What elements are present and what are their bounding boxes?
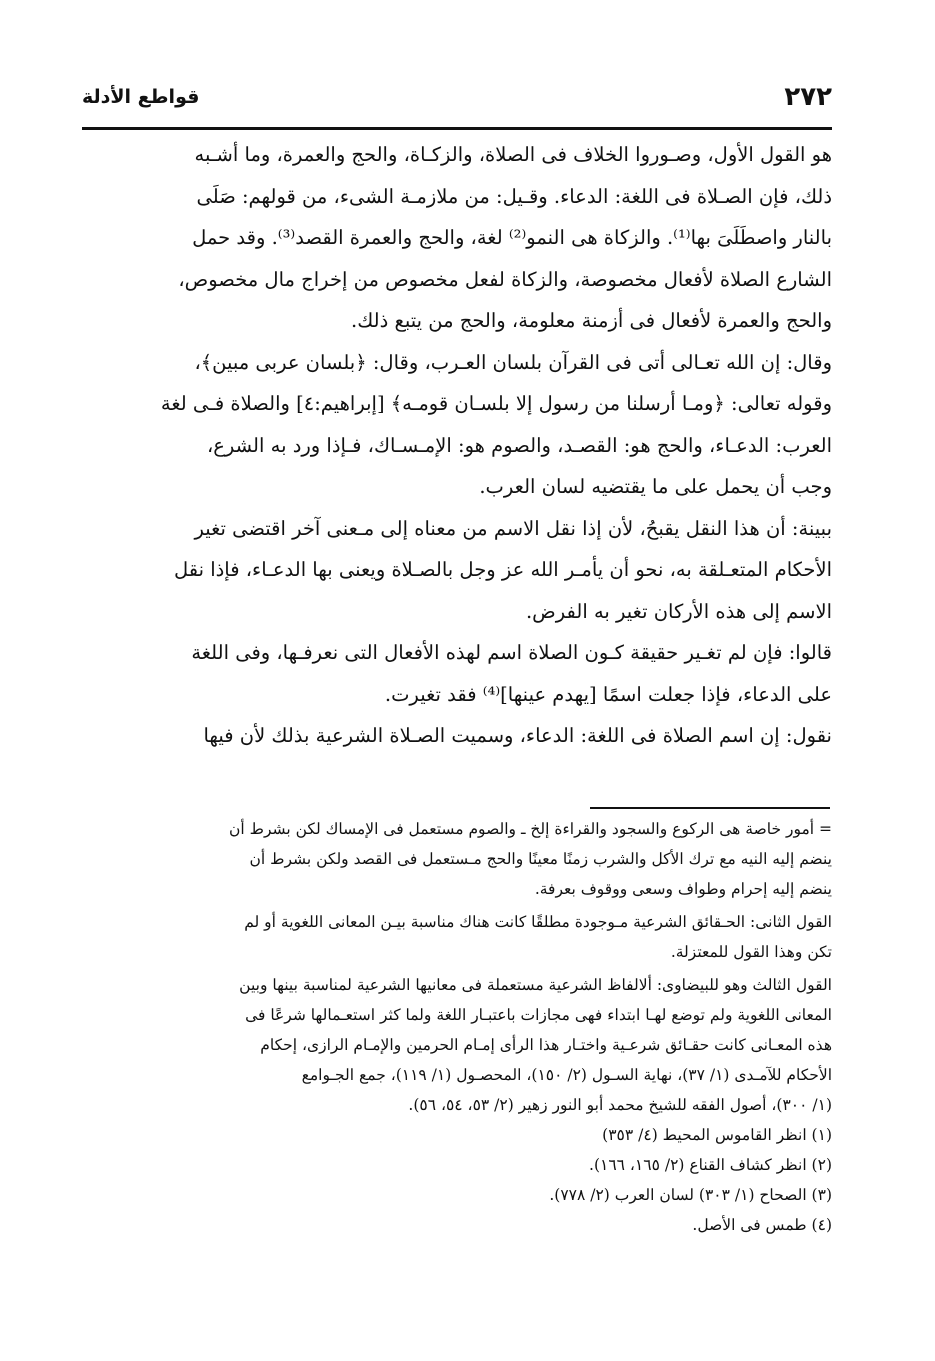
running-title: قواطع الأدلة [82,86,200,108]
footnotes [90,814,832,1240]
main-line: بالنار واصطَلَىَ بها⁽¹⁾. والزكاة هى النمو⁽²⁾ لغة، والحج والعمرة القصد⁽³⁾. وقد حمل [192,226,832,249]
main-line: الأحكام المتعـلقة به، نحو أن يأمـر الله عز وجل بالصـلاة ويعنى بها الدعـاء، فإذا نقل [173,558,832,581]
footnote-line: = أمور خاصة هى الركوع والسجود والقراءة إلخ ـ والصوم مستعمل فى الإمساك لكن بشرط أن [229,820,832,838]
footnote-line: ينضم إليه إحرام وطواف وسعى ووقوف بعرفة. [534,880,832,898]
footnote-line: (٢) انظر كشاف القناع (٢/ ١٦٥، ١٦٦). [589,1156,832,1174]
footnote-line: المعانى اللغوية ولم توضع لهـا ابتداء فهى مجازات باعتبـار اللغة ولما كثر استعـمالها شرعًا فى [245,1006,832,1024]
main-line: العرب: الدعـاء، والحج هو: القصـد، والصوم هو: الإمـسـاك، فـإذا ورد به الشرع، [206,433,832,457]
main-line: والحج والعمرة لأفعال فى أزمنة معلومة، والحج من يتبع ذلك. [351,309,832,332]
main-line: على الدعاء، فإذا جعلت اسمًا [يهدم عينها]⁽⁴⁾ فقد تغيرت. [384,682,832,706]
footnote-line: القول الثانى: الحـقائق الشرعية مـوجودة مطلقًا كانت هناك مناسبة بيـن المعانى اللغوية أو لم [244,913,832,931]
main-line: ذلك، فإن الصـلاة فى اللغة: الدعاء. وقـيل: من ملازمـة الشىء، من قولهم: صَلَى [196,184,832,208]
footnote-line: (١/ ٣٠٠)، أصول الفقه للشيخ محمد أبو النور زهير (٢/ ٥٣، ٥٤، ٥٦). [408,1096,832,1114]
main-text [82,134,832,757]
main-line: وجب أن يحمل على ما يقتضيه لسان العرب. [479,475,832,498]
footnote-line: (٣) الصحاح (١/ ٣٠٣) لسان العرب (٢/ ٧٧٨). [549,1186,832,1204]
main-line: ببينة: أن هذا النقل يقبحُ، لأن إذا نقل الاسم من معناه إلى مـعنى آخر اقتضى تغير [194,516,832,540]
main-line: قالوا: فإن لم تغـير حقيقة كـون الصلاة اسم لهذه الأفعال التى نعرفـها، وفى اللغة [191,641,832,664]
footnote-rule [590,807,830,809]
footnote-line: القول الثالث وهو للبيضاوى: ألالفاظ الشرعية مستعملة فى معانيها الشرعية لمناسبة بينها وبين [239,976,832,994]
main-line: وقوله تعالى: ﴿ومـا أرسلنا من رسول إلا بلسـان قومـه﴾ [إبراهيم:٤] والصلاة فـى لغة [160,392,832,415]
header-rule [82,127,832,130]
main-line: نقول: إن اسم الصلاة فى اللغة: الدعاء، وسميت الصـلاة الشرعية بذلك لأن فيها [203,724,832,747]
main-line: الاسم إلى هذه الأركان تغير به الفرض. [525,599,832,623]
footnote-line: (١) انظر القاموس المحيط (٤/ ٣٥٣) [602,1126,832,1144]
main-line: هو القول الأول، وصـوروا الخلاف فى الصلاة، والزكـاة، والحج والعمرة، وما أشـبه [194,143,832,166]
page-number: ٢٧٢ [784,82,832,112]
footnote-line: تكن وهذا القول للمعتزلة. [670,943,832,961]
main-line: وقال: إن الله تعـالى أتى فى القرآن بلسان العـرب، وقال: ﴿بلسان عربى مبين﴾، [194,350,832,374]
page-header [82,78,832,118]
footnote-line: ينضم إليه النيه مع ترك الأكل والشرب زمنًا معينًا والحج مـستعمل فى القصد ولكن بشرط أن [249,850,832,868]
main-line: الشارع الصلاة لأفعال مخصوصة، والزكاة لفعل مخصوص من إخراج مال مخصوص، [178,267,832,291]
footnote-line: (٤) طمس فى الأصل. [692,1216,832,1234]
footnote-line: هذه المعـانى كانت حقـائق شرعـية واختـار هذا الرأى إمـام الحرمين والإمـام الرازى، إحكام [260,1036,832,1054]
footnote-line: الأحكام للآمـدى (١/ ٣٧)، نهاية السـول (٢/ ١٥٠)، المحصـول (١/ ١١٩)، جمع الجـوامع [301,1066,832,1084]
